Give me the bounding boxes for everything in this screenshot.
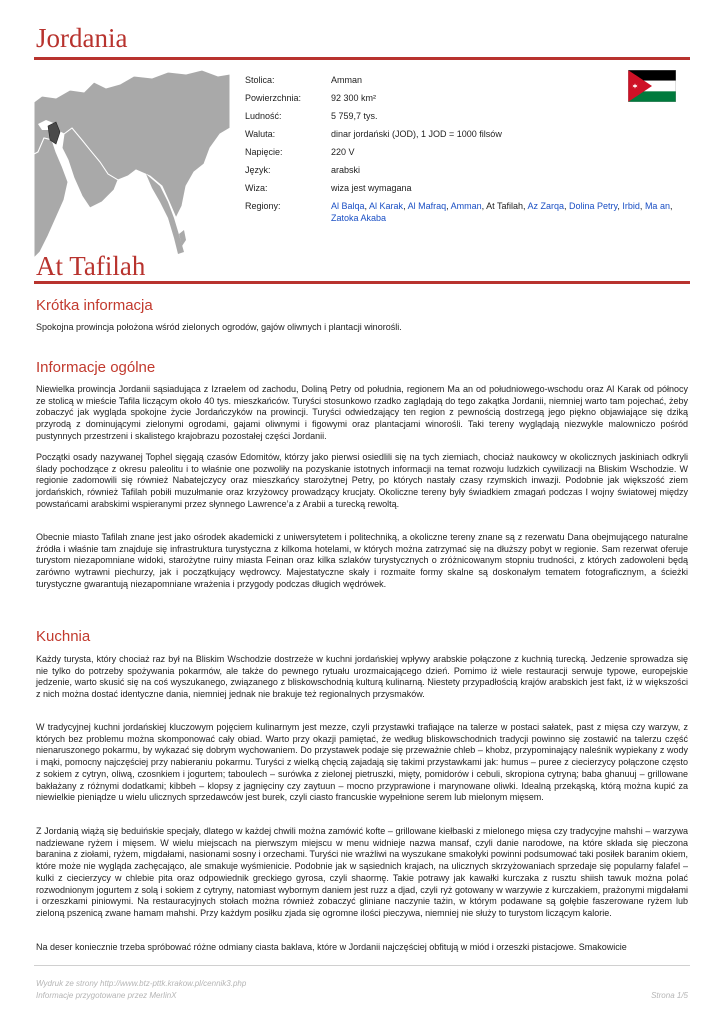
fact-row (245, 146, 691, 158)
fact-value: wiza jest wymagana (331, 183, 412, 193)
region-link[interactable]: Ma an (644, 201, 670, 211)
footer-page-number: Strona 1/5 (651, 991, 688, 1000)
region-link[interactable]: Al Mafraq (407, 201, 447, 211)
title-divider (34, 57, 690, 60)
region-map (34, 68, 230, 260)
city-divider (34, 281, 690, 284)
fact-value: 92 300 km² (331, 93, 377, 103)
region-separator: , (564, 201, 570, 211)
jordan-flag-icon (628, 70, 676, 102)
facts-table (245, 74, 691, 230)
fact-label: Język: (245, 165, 271, 175)
fact-value: arabski (331, 165, 361, 175)
region-separator: , (403, 201, 408, 211)
short-info-text: Spokojna prowincja położona wśród zielonych ogrodów, gajów oliwnych i plantacji winorośli. (36, 322, 402, 332)
region-link[interactable]: Al Karak (369, 201, 404, 211)
region-separator: , (639, 201, 645, 211)
region-link[interactable]: Az Zarqa (527, 201, 565, 211)
region-link[interactable]: Dolina Petry (569, 201, 618, 211)
fact-label: Regiony: (245, 201, 281, 211)
country-title: Jordania (36, 23, 128, 53)
fact-value: 220 V (331, 147, 355, 157)
fact-value: dinar jordański (JOD), 1 JOD = 1000 filsów (331, 129, 502, 139)
fact-row (245, 128, 691, 140)
fact-row (245, 92, 691, 104)
region-link[interactable]: Amman (450, 201, 482, 211)
cuisine-heading: Kuchnia (36, 628, 91, 645)
footer-divider (34, 965, 690, 966)
cuisine-paragraph: W tradycyjnej kuchni jordańskiej kluczowym pojęciem kulinarnym jest mezze, czyli przystawki trafiające na talerze w postaci sałatek, past z mięsa czy warzyw, z których bez problemu można skomponować cały obiad. Warto przy okazji pamiętać, że według bliskowschodnich tradycji powinno się zostawić na talerzu część nienaruszonego pokarmu, by wykazać się dobrym wychowaniem. Do przystawek podaje się przeważnie chleb – khobz, przypominający naleśnik wypiekany z wody i mąki, pomocny najczęściej przy nabieraniu pokarmu. Turyści z wielką chęcią zajadają się takimi przystawkami jak: humus – puree z ciecierzycy połączone często z sokiem z cytryn, oliwą, czosnkiem i jogurtem; taboulech – surówka z zielonej pietruszki, mięty, pomidorów i cebuli, skropiona cytryną; baba ghanuuj – grillowane bakłażany z różnymi dodatkami; kibbeh – klopsy z jagnięciny czy zaytuun – mocno przyprawione i marynowane oliwki. Idealną przekąską, którą można kupić za niewielkie pieniądze u wielu ulicznych sprzedawców jest burek, czyli ciasto francuskie wypełnione serem lub mielonym mięsem. (36, 722, 688, 803)
cuisine-paragraph: Na deser koniecznie trzeba spróbować różne odmiany ciasta baklava, które w Jordanii najczęściej obfitują w miód i orzeszki pistacjowe. Smakowicie (36, 942, 627, 952)
regions-list (331, 200, 691, 224)
fact-row (245, 74, 691, 86)
fact-label: Wiza: (245, 183, 268, 193)
region-separator: , At Tafilah, (481, 201, 528, 211)
general-info-heading: Informacje ogólne (36, 359, 156, 376)
region-separator: , (446, 201, 451, 211)
region-separator: , (669, 201, 673, 211)
fact-label: Waluta: (245, 129, 276, 139)
fact-label: Napięcie: (245, 147, 283, 157)
fact-label: Stolica: (245, 75, 275, 85)
short-info-heading: Krótka informacja (36, 297, 153, 314)
fact-label: Ludność: (245, 111, 282, 121)
fact-row (245, 110, 691, 122)
footer-prepared: Informacje przygotowane przez MerlinX (36, 991, 177, 1000)
fact-row-regions (245, 200, 691, 224)
region-separator: , (364, 201, 370, 211)
cuisine-paragraph: Każdy turysta, który chociaż raz był na Bliskim Wschodzie dostrzeże w kuchni jordańskiej wpływy arabskie połączone z kuchnią turecką. Jedzenie sprowadza się nie tylko do potrzeby spożywania pokarmów, ale także do pewnego rytuału urozmaicającego dzień. Pomimo iż wiele restauracji serwuje typowe, europejskie jedzenie, warto skusić się na coś wyszukanego, związanego z bliskowschodnią kulturą kulinarną. Niestety przypadłością krajów arabskich jest fakt, iż w większości z nich można dostać identyczne dania, niemniej jednak nie brakuje też regionalnych przysmaków. (36, 654, 688, 700)
fact-row (245, 164, 691, 176)
fact-label: Powierzchnia: (245, 93, 302, 103)
cuisine-paragraph: Z Jordanią wiążą się beduińskie specjały, dlatego w każdej chwili można zamówić kofte – grillowane kiełbaski z mielonego mięsa czy tradycyjne mahshi – warzywa nadziewane ryżem i mięsem. W wielu miejscach na pierwszym miejscu w menu widnieje nazwa mansaf, czyli danie narodowe, na które składa się pieczona baranina z ziołami, ryżem, migdałami, nasionami sosny i orzechami. Turyści nie wrażliwi na wyszukane smakołyki powinni podsumować taki posiłek baranim okiem, które może nie wygląda zachęcająco, ale smakuje wyśmienicie. Podobnie jak w sąsiednich krajach, na ulicznych skrzyżowaniach sprzedaje się popularny falafel – kulki z ciecierzycy w chlebie pita oraz odpowiednik greckiego gyrosa, czyli shaormę. Takie potrawy jak kawałki kurczaka z rusztu shiish tawuk można polać rozwodnionym jogurtem z solą i sokiem z cytryny, natomiast wybornym daniem jest ruzz a djad, czyli ryż gotowany w warzywie z kurczakiem, prażonymi migdałami i orzeszkami piniowymi. Na restauracyjnych stołach można również zobaczyć gliniane naczynie tażin, w którym podawane są gołębie faszerowane ryżem lub zieloną pszenicą zwane hamam mahshi. Przy każdym posiłku zjada się ogromne ilości pieczywa, niemniej nie służy to turystom liczącym kalorie. (36, 826, 688, 918)
general-paragraph: Niewielka prowincja Jordanii sąsiadująca z Izraelem od zachodu, Doliną Petry od południa, regionem Ma an od południowego-wschodu oraz Al Karak od północy ze stolicą w mieście Tafila liczącym około 40 tys. mieszkańców. Turyści stosunkowo rzadko zaglądają do tego zakątka Jordanii, niemniej warto tam pojechać, żeby zobaczyć jak wygląda spokojne życie Jordańczyków na prowincji. Turyści odwiedzający ten region z pewnością dostrzegą jego piękno objawiające się dziką przyrodą z dominującymi zielonymi ogrodami, gajami oliwnymi i figowymi oraz plantacjami winorośli. Taki tereny wyglądają niezwykle malowniczo pośród pustynnych przestrzeni i skalistego krajobrazu pozostałej części Jordanii. (36, 384, 688, 441)
general-paragraph: Początki osady nazywanej Tophel sięgają czasów Edomitów, którzy jako pierwsi osiedlili się na tych ziemiach, chociaż naukowcy w okolicznych jaskiniach odkryli ślady pochodzące z okresu paleolitu i to właśnie one pozwoliły na pozyskanie istotnych informacji na temat rozwoju ludzkich cywilizacji na Bliskim Wschodzie. W regionie zadomowili się również Nabatejczycy oraz mieszkańcy starożytnej Petry, po których nastały czasy rzymskich inwazji. Podobnie jak większość ziem jordańskich, również Tafilah pobiłi muzułmanie oraz krzyżowcy prowadzący krucjaty. Okoliczne tereny były świadkiem zmagań podczas I wojny światowej między powstańcami arabskimi wspieranymi przez słynnego Lawrence’a z Arabii a turecką rewoltą. (36, 452, 688, 509)
region-link[interactable]: Al Balqa (331, 201, 365, 211)
fact-row (245, 182, 691, 194)
fact-value: Amman (331, 75, 363, 85)
fact-value: 5 759,7 tys. (331, 111, 378, 121)
region-link[interactable]: Zatoka Akaba (331, 213, 387, 223)
footer-source: Wydruk ze strony http://www.btz-pttk.krakow.pl/cennik3.php (36, 979, 247, 988)
region-separator: , (617, 201, 623, 211)
city-title: At Tafilah (36, 251, 146, 281)
general-paragraph: Obecnie miasto Tafilah znane jest jako ośrodek akademicki z uniwersytetem i politechniką, a okoliczne tereny znane są z rezerwatu Dana obejmującego naturalne źródła i właśnie tam znajduje się infrastruktura turystyczna z kilkoma hotelami, w których można zatrzymać się na dłuższy pobyt w regionie. Sam rezerwat oferuje turystom niezapomniane widoki, starożytne ruiny miasta Feinan oraz kilka szlaków turystycznych o zróżnicowanym stopniu trudności, z których zadowoleni będą zarówno wytrawni piechurzy, jak i początkujący wędrowcy. Majestatyczne skały i rozmaite formy skalne są doskonałym tematem fotograficznym, a ścieżki turystyczne gwarantują niezapomniane wrażenia i przygody podczas długich wędrówek. (36, 532, 688, 589)
region-link[interactable]: Irbid (622, 201, 640, 211)
